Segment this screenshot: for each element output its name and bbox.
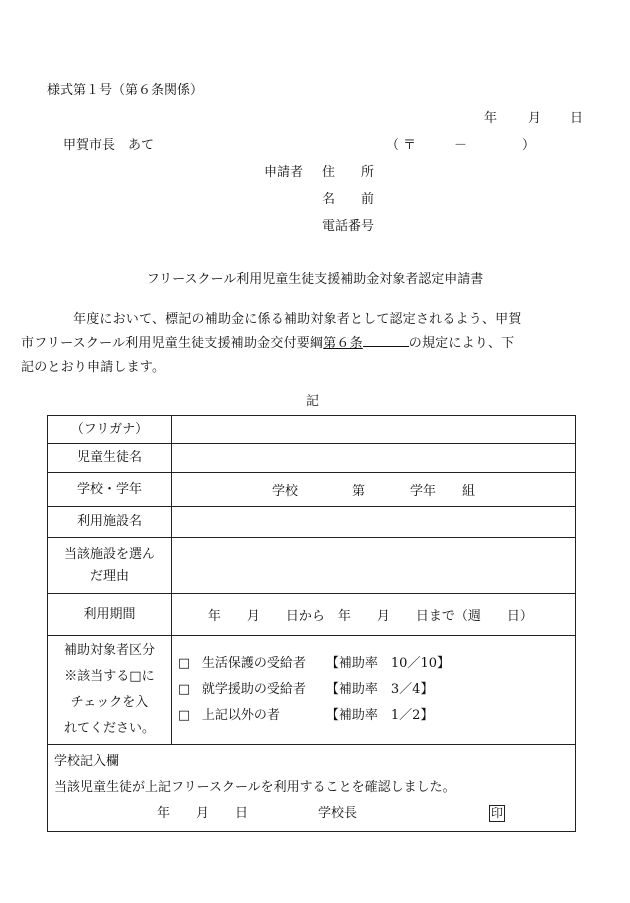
category-checkbox-school-aid[interactable]: □ bbox=[177, 682, 191, 697]
school-sign-line bbox=[54, 801, 569, 827]
form-number: 様式第１号（第６条関係） bbox=[47, 83, 204, 98]
ki-label: 記 bbox=[306, 394, 320, 409]
school-grade-label: 学校・学年 bbox=[48, 473, 172, 507]
student-name-label: 児童生徒名 bbox=[48, 444, 172, 473]
date-month: 月 bbox=[528, 111, 542, 126]
body-paragraph bbox=[21, 308, 587, 380]
school-section bbox=[48, 745, 576, 832]
school-confirm-text: 当該児童生徒が上記フリースクールを利用することを確認しました。 bbox=[54, 780, 456, 795]
table-row bbox=[48, 507, 576, 538]
table-row bbox=[48, 745, 576, 832]
period-field[interactable] bbox=[171, 594, 575, 636]
category-label-line-1: 補助対象者区分 bbox=[63, 643, 155, 658]
school-text: 学校 bbox=[271, 484, 298, 499]
list-item bbox=[172, 703, 575, 729]
period-label: 利用期間 bbox=[48, 594, 172, 636]
grade-text: 学年 bbox=[409, 484, 436, 499]
principal-label: 学校長 bbox=[318, 806, 358, 821]
category-checkbox-other[interactable]: □ bbox=[177, 708, 191, 723]
table-row bbox=[48, 636, 576, 745]
school-grade-line bbox=[172, 480, 575, 499]
body-line-1: 年度において、標記の補助金に係る補助対象者として認定されるよう、甲賀 bbox=[73, 312, 522, 327]
body-article-blank bbox=[363, 332, 409, 347]
kumi-text: 組 bbox=[461, 484, 475, 499]
addressee: 甲賀市長 あて bbox=[63, 138, 155, 153]
category-rate-school-aid: 【補助率 3／4】 bbox=[325, 682, 434, 697]
table-row bbox=[48, 594, 576, 636]
sign-date: 年 月 日 bbox=[157, 806, 249, 821]
category-label bbox=[48, 636, 172, 745]
dai-text: 第 bbox=[351, 484, 365, 499]
category-field bbox=[171, 636, 575, 745]
category-rate-other: 【補助率 1／2】 bbox=[325, 708, 434, 723]
document-title: フリースクール利用児童生徒支援補助金対象者認定申請書 bbox=[146, 272, 484, 287]
reason-label-line-2: だ理由 bbox=[89, 568, 129, 584]
seal-mark: 印 bbox=[491, 806, 504, 820]
period-value: 年 月 日から 年 月 日まで（週 日） bbox=[207, 609, 533, 624]
date-day: 日 bbox=[570, 111, 584, 126]
address-label: 住 所 bbox=[322, 165, 375, 180]
furigana-label: （フリガナ） bbox=[48, 416, 172, 444]
body-line-2-after: の規定により、下 bbox=[408, 336, 515, 351]
reason-label-line-1: 当該施設を選ん bbox=[63, 546, 155, 562]
body-article: 第６条 bbox=[323, 336, 363, 351]
postal-code: （〒 － ） bbox=[386, 138, 540, 153]
category-label-line-2: ※該当する□に bbox=[64, 669, 155, 684]
furigana-field[interactable] bbox=[171, 416, 575, 444]
table-row bbox=[48, 444, 576, 473]
body-line-3: 記のとおり申請します。 bbox=[21, 360, 166, 375]
category-checkbox-welfare[interactable]: □ bbox=[177, 656, 191, 671]
facility-field[interactable] bbox=[171, 507, 575, 538]
category-name-other: 上記以外の者 bbox=[201, 708, 280, 723]
category-label-line-3: チェックを入 bbox=[70, 695, 149, 710]
list-item bbox=[172, 677, 575, 703]
name-label: 名 前 bbox=[322, 192, 375, 207]
reason-label bbox=[48, 538, 172, 594]
category-name-welfare: 生活保護の受給者 bbox=[201, 656, 306, 671]
student-name-field[interactable] bbox=[171, 444, 575, 473]
table-row bbox=[48, 538, 576, 594]
school-grade-field[interactable] bbox=[171, 473, 575, 507]
phone-label: 電話番号 bbox=[322, 219, 375, 234]
category-name-school-aid: 就学援助の受給者 bbox=[201, 682, 306, 697]
body-line-2-before: 市フリースクール利用児童生徒支援補助金交付要綱 bbox=[21, 336, 324, 351]
table-row bbox=[48, 473, 576, 507]
category-rate-welfare: 【補助率 10／10】 bbox=[325, 656, 450, 671]
application-table bbox=[47, 415, 576, 832]
school-section-block bbox=[48, 745, 575, 831]
facility-label: 利用施設名 bbox=[48, 507, 172, 538]
reason-field[interactable] bbox=[171, 538, 575, 594]
list-item bbox=[172, 651, 575, 677]
table-row bbox=[48, 416, 576, 444]
date-year: 年 bbox=[484, 111, 498, 126]
applicant-label: 申請者 bbox=[264, 165, 304, 180]
school-section-title: 学校記入欄 bbox=[54, 754, 120, 769]
category-label-line-4: れてください。 bbox=[63, 721, 155, 736]
